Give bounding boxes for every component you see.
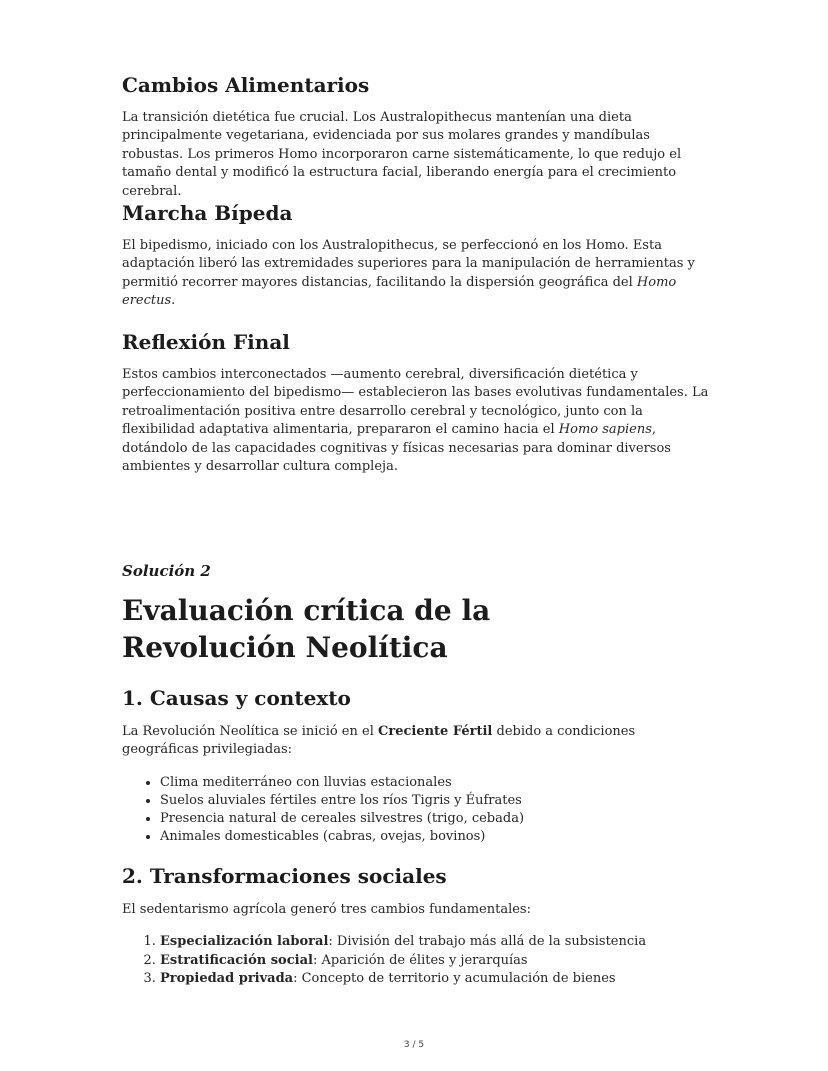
text-run: : Concepto de territorio y acumulación de bienes xyxy=(293,970,616,986)
solution-label: Solución 2 xyxy=(122,562,211,580)
text-run: La Revolución Neolítica se inició en el xyxy=(122,724,378,739)
text-run: , dotándolo de las capacidades cognitivas y físicas necesarias para dominar diversos ambientes y desarrollar cultura compleja. xyxy=(122,422,671,475)
bold-term: Estratificación social xyxy=(160,952,313,968)
text-run: : División del trabajo más allá de la subsistencia xyxy=(328,934,647,950)
italic-term: Homo sapiens xyxy=(558,422,652,438)
text-run: Estos cambios interconectados —aumento cerebral, diversificación dietética y perfeccionamiento del bipedismo— establecieron las bases evolutivas fundamentales. La retroalimentación positiva entre desarrollo cerebral y tecnológico, junto con la flexibilidad adaptativa alimentaria, prepararon el camino hacia el xyxy=(122,367,709,438)
list-item: • Presencia natural de cereales silvestres (trigo, cebada) xyxy=(160,810,712,828)
transformaciones-list xyxy=(122,933,712,988)
causas-list xyxy=(122,774,712,847)
section-marcha xyxy=(122,201,712,311)
bold-term: Especialización laboral xyxy=(160,934,329,950)
list-item: • Suelos aluviales fértiles entre los ríos Tigris y Éufrates xyxy=(160,792,712,810)
section-heading: Marcha Bípeda xyxy=(122,201,293,225)
list-item: • Animales domesticables (cabras, ovejas, bovinos) xyxy=(160,828,712,846)
list-item xyxy=(160,970,712,988)
paragraph xyxy=(122,723,712,760)
text-run: . xyxy=(171,293,176,309)
section-heading: Cambios Alimentarios xyxy=(122,73,370,97)
text-run: : Aparición de élites y jerarquías xyxy=(312,952,528,968)
list-item: • Clima mediterráneo con lluvias estacionales xyxy=(160,774,712,792)
italic-term: Homo erectus xyxy=(122,274,677,309)
paragraph xyxy=(122,237,712,311)
text-run: debido a condiciones geográficas privilegiadas: xyxy=(122,724,636,758)
solution-header xyxy=(122,562,712,666)
section-causas xyxy=(122,686,712,847)
paragraph: El sedentarismo agrícola generó tres cambios fundamentales: xyxy=(122,902,531,917)
section-transformaciones xyxy=(122,864,712,988)
bold-term: Creciente Fértil xyxy=(378,724,493,739)
list-item xyxy=(160,933,712,951)
section-heading: 2. Transformaciones sociales xyxy=(122,864,447,888)
text-run: El bipedismo, iniciado con los Australopithecus, se perfeccionó en los Homo. Esta adaptación liberó las extremidades superiores para la manipulación de herramientas y permitió recorrer mayores distancias, facilitando la dispersión geográfica del xyxy=(122,238,695,290)
section-cambios xyxy=(122,73,712,201)
section-heading: Reflexión Final xyxy=(122,330,290,354)
section-heading: 1. Causas y contexto xyxy=(122,686,351,710)
section-reflexion xyxy=(122,330,712,476)
paragraph: La transición dietética fue crucial. Los Australopithecus mantenían una dieta principalmente vegetariana, evidenciada por sus molares grandes y mandíbulas robustas. Los primeros Homo incorporaron carne sistemáticamente, lo que redujo el tamaño dental y modificó la estructura facial, liberando energía para el crecimiento cerebral. xyxy=(122,110,682,199)
paragraph xyxy=(122,366,712,476)
solution-title: Evaluación crítica de la Revolución Neolítica xyxy=(122,594,491,664)
list-item xyxy=(160,952,712,970)
page-number: 3 / 5 xyxy=(403,1040,425,1050)
bold-term: Propiedad privada xyxy=(160,970,294,986)
